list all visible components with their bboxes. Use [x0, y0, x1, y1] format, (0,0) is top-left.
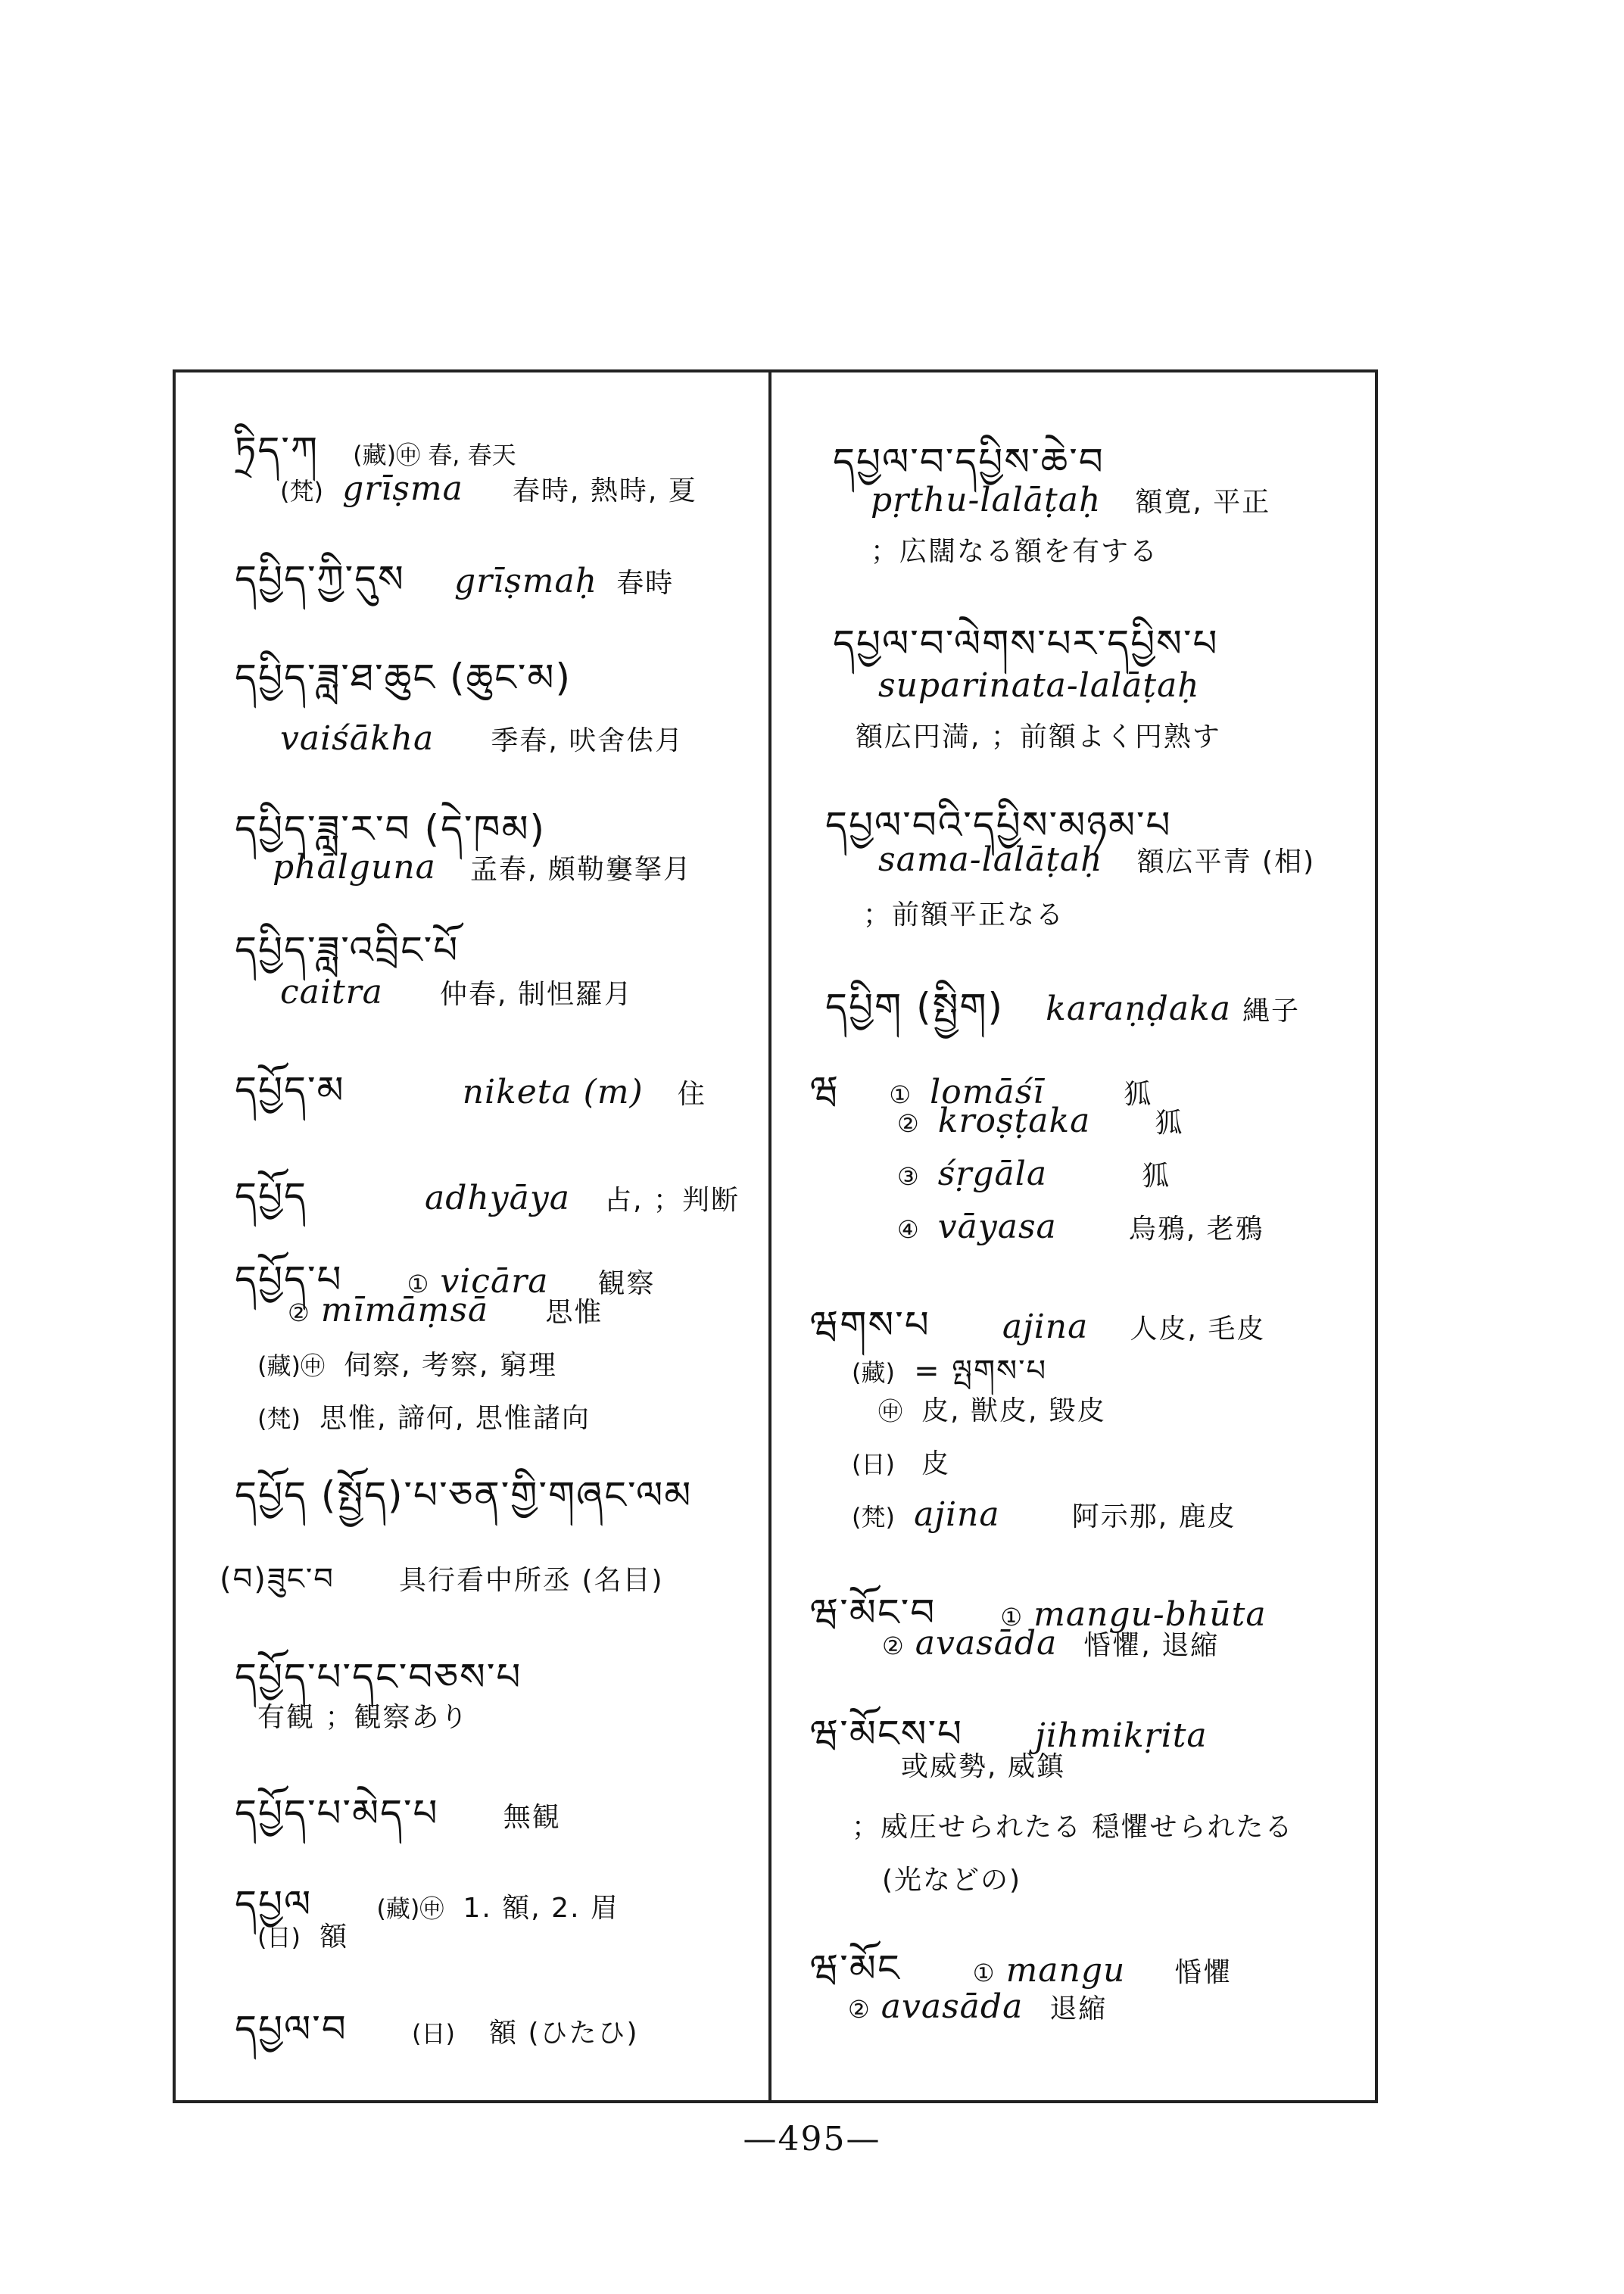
tibetan-headword: དཔྱོད་པ་མེད་པ [235, 1791, 439, 1835]
tibetan-headword: དཔྱལ་བ་ལེགས་པར་དཔྱིས་པ [833, 622, 1219, 665]
japanese-gloss: 狐 [1155, 1108, 1184, 1139]
sanskrit-term: pṛthu-lalāṭaḥ [871, 481, 1102, 519]
tibetan-headword: དཔྱིད་ཟླ་འབྲིང་པོ [235, 928, 460, 972]
japanese-gloss: 人皮, 毛皮 [1130, 1314, 1266, 1345]
japanese-gloss: 仲春, 制怛羅月 [440, 979, 633, 1010]
sense-number: ① [889, 1080, 912, 1109]
entry-r26 [848, 1987, 1107, 2026]
tibetan-headword: དཔྱལ་བ [235, 2007, 348, 2051]
sanskrit-term: adhyāya [425, 1179, 570, 1217]
sanskrit-term: śṛgāla [937, 1155, 1048, 1193]
entry-r20 [882, 1624, 1219, 1663]
sanskrit-term: vāyasa [937, 1208, 1057, 1246]
entry-l2 [235, 538, 674, 644]
japanese-gloss: 観察 [597, 1268, 656, 1299]
japanese-gloss: 或威勢, 威鎮 [901, 1751, 1065, 1782]
sanskrit-term: caitra [280, 973, 383, 1011]
source-tag: (藏) [852, 1358, 895, 1387]
japanese-gloss: 1. 額, 2. 眉 [463, 1893, 619, 1924]
tibetan-headword: = ལྤགས་པ [914, 1354, 1048, 1389]
annotation: (藏)㊥ 春, 春天 [353, 441, 516, 469]
japanese-gloss: 額 [320, 1922, 349, 1953]
japanese-gloss: 惛懼, 退縮 [1083, 1630, 1220, 1661]
entry-r17 [852, 1442, 950, 1481]
entry-r24 [882, 1859, 1021, 1897]
japanese-gloss: 無観 [503, 1802, 561, 1833]
sense-number: ③ [897, 1162, 919, 1191]
japanese-gloss: 思惟, 諦何, 思惟諸向 [320, 1403, 591, 1434]
tibetan-headword: ཝ་མོང [810, 1946, 901, 1990]
sanskrit-term: suparinata-lalāṭaḥ [878, 666, 1200, 705]
sense-number: ㊥ [878, 1397, 903, 1426]
source-tag: (日) [852, 1450, 895, 1479]
japanese-gloss: 占, ；判断 [604, 1185, 740, 1216]
sense-number: ② [882, 1632, 904, 1660]
japanese-gloss: ；広闊なる額を有する [871, 536, 1159, 567]
entry-l19 [235, 1772, 561, 1878]
japanese-gloss: 狐 [1142, 1161, 1171, 1192]
entry-r12 [897, 1155, 1170, 1193]
sanskrit-term: kroṣṭaka [937, 1102, 1091, 1140]
page-number: —495— [743, 2120, 881, 2158]
tibetan-headword: དཔྱལ་བའི་དཔྱིས་མཉམ་པ [825, 803, 1172, 847]
entry-l4 [280, 719, 684, 758]
source-tag: (梵) [280, 477, 323, 506]
japanese-gloss: ；前額平正なる [863, 899, 1065, 930]
japanese-gloss: 額 (ひたひ) [489, 2018, 639, 2049]
tibetan-headword: (བ)ཟུང་བ [220, 1562, 335, 1597]
tibetan-headword: དཔྱོད་པ [235, 1258, 343, 1301]
sanskrit-term: phālguna [273, 848, 436, 887]
entry-r4 [878, 666, 1200, 705]
entry-r1 [871, 481, 1270, 519]
entry-l21 [257, 1915, 348, 1954]
sense-number: ② [288, 1298, 310, 1327]
japanese-gloss: ；威圧せられたる 穏懼せられたる [852, 1812, 1294, 1843]
japanese-gloss: 縄子 [1242, 996, 1301, 1027]
entry-l22 [235, 1987, 639, 2093]
japanese-gloss: 季春, 吠舍佉月 [491, 725, 684, 756]
sanskrit-term: mangu [1005, 1951, 1126, 1990]
japanese-gloss: 額寛, 平正 [1135, 487, 1271, 518]
japanese-gloss: 額広円満, ；前額よく円熟す [856, 722, 1221, 753]
tibetan-headword: དཔྱལ [235, 1882, 313, 1926]
sanskrit-term: mīmāṃsā [320, 1291, 489, 1329]
source-tag: (藏)㊥ [257, 1351, 325, 1380]
japanese-gloss: 具行看中所丞 (名目) [399, 1565, 664, 1596]
sanskrit-term: sama-lalāṭaḥ [878, 840, 1103, 879]
japanese-gloss: 皮, 獣皮, 毀皮 [921, 1395, 1106, 1426]
japanese-gloss: 阿示那, 鹿皮 [1071, 1501, 1236, 1532]
entry-r23 [852, 1806, 1293, 1844]
source-tag: (梵) [257, 1404, 301, 1433]
tibetan-headword: དཔྱོད་པ་དང་བཅས་པ [235, 1655, 522, 1699]
tibetan-headword: དཔྱལ་བ་དཔྱིས་ཆེ་བ [833, 440, 1105, 484]
japanese-gloss: 住 [677, 1079, 706, 1110]
japanese-gloss: 伺察, 考察, 窮理 [344, 1350, 557, 1381]
entry-r13 [897, 1208, 1264, 1246]
japanese-gloss: 春時, 熱時, 夏 [512, 475, 697, 506]
entry-l14 [257, 1397, 591, 1435]
sanskrit-term: mangu-bhūta [1033, 1595, 1267, 1634]
japanese-gloss: 孟春, 頗勒窶拏月 [469, 854, 692, 885]
entry-l16 [220, 1544, 664, 1630]
sanskrit-term: niketa (m) [462, 1073, 644, 1111]
sense-number: ② [897, 1109, 919, 1138]
entry-l15 [235, 1454, 692, 1560]
entry-r11 [897, 1102, 1183, 1140]
japanese-gloss: 退縮 [1049, 1993, 1108, 2024]
entry-l12 [288, 1291, 603, 1329]
source-tag: (藏)㊥ [376, 1894, 444, 1923]
sense-number: ② [848, 1995, 870, 2024]
sanskrit-term: karaṇḍaka [1046, 990, 1231, 1028]
sanskrit-term: vaiśākha [280, 719, 435, 758]
tibetan-headword: དཔྱིད་ཟླ་ར་བ (དེ་ཁམ) [235, 807, 547, 851]
sanskrit-term: grīṣma [342, 469, 463, 508]
tibetan-headword: ཏྲིད་ཀ [235, 429, 320, 472]
tibetan-headword: ཝགས་པ [810, 1303, 930, 1347]
japanese-gloss: 春時 [616, 568, 675, 599]
source-tag: (梵) [852, 1503, 895, 1532]
entry-l18 [257, 1696, 469, 1735]
source-tag: (日) [411, 2019, 455, 2048]
entry-r16 [878, 1389, 1106, 1428]
tibetan-headword: དཔྱིད་ཀྱི་དུས [235, 557, 405, 601]
japanese-gloss: 皮 [921, 1448, 951, 1479]
sanskrit-term: ajina [914, 1495, 1000, 1534]
tibetan-headword: དཔྱོད་མ [235, 1068, 345, 1112]
japanese-gloss: 烏鴉, 老鴉 [1128, 1214, 1264, 1245]
sanskrit-term: avasāda [881, 1987, 1024, 2026]
tibetan-headword: ཝ་མོང་བ [810, 1591, 937, 1635]
sense-number: ① [407, 1270, 429, 1298]
sanskrit-term: vicāra [440, 1262, 549, 1301]
source-tag: (日) [257, 1923, 301, 1952]
sanskrit-term: avasāda [915, 1624, 1058, 1663]
sense-number: ① [972, 1959, 995, 1987]
entry-l6 [273, 848, 692, 887]
japanese-gloss: 思惟 [545, 1297, 603, 1328]
tibetan-headword: དཔྱིག (སྤྱིག) [825, 985, 1005, 1029]
column-divider [768, 372, 771, 2100]
japanese-gloss: 額広平青 (相) [1136, 846, 1316, 877]
tibetan-headword: ཝ [810, 1068, 840, 1112]
japanese-gloss: 狐 [1124, 1079, 1153, 1110]
entry-r22 [901, 1745, 1065, 1784]
japanese-gloss: 有観 ；観察あり [257, 1702, 469, 1733]
tibetan-headword: ཝ་མོངས་པ [810, 1712, 963, 1756]
tibetan-headword: དཔྱོད [235, 1174, 307, 1218]
japanese-gloss: 惛懼 [1174, 1957, 1233, 1988]
japanese-gloss: (光などの) [882, 1865, 1022, 1896]
entry-r18 [852, 1495, 1236, 1534]
entry-r5 [856, 715, 1221, 754]
sanskrit-term: jihmikṛita [1035, 1716, 1208, 1755]
entry-l13 [257, 1344, 557, 1382]
entry-r7 [878, 840, 1315, 879]
tibetan-headword: དཔྱོད (སྤྱོད)་པ་ཅན་གྱི་གཞང་ལམ [235, 1473, 693, 1517]
sanskrit-term: grīṣmaḥ [454, 562, 598, 600]
entry-r2 [871, 530, 1158, 569]
sanskrit-term: ajina [1002, 1308, 1089, 1346]
tibetan-headword: དཔྱིད་ཟླ་ཐ་ཆུང (ཆུང་མ) [235, 656, 572, 700]
entry-l9 [235, 1049, 706, 1155]
sense-number: ④ [897, 1215, 919, 1244]
entry-l8 [280, 973, 633, 1011]
entry-l1 [280, 469, 697, 508]
sanskrit-term: lomāśī [930, 1073, 1045, 1111]
entry-r8 [863, 893, 1064, 932]
sense-number: ① [1000, 1603, 1023, 1632]
